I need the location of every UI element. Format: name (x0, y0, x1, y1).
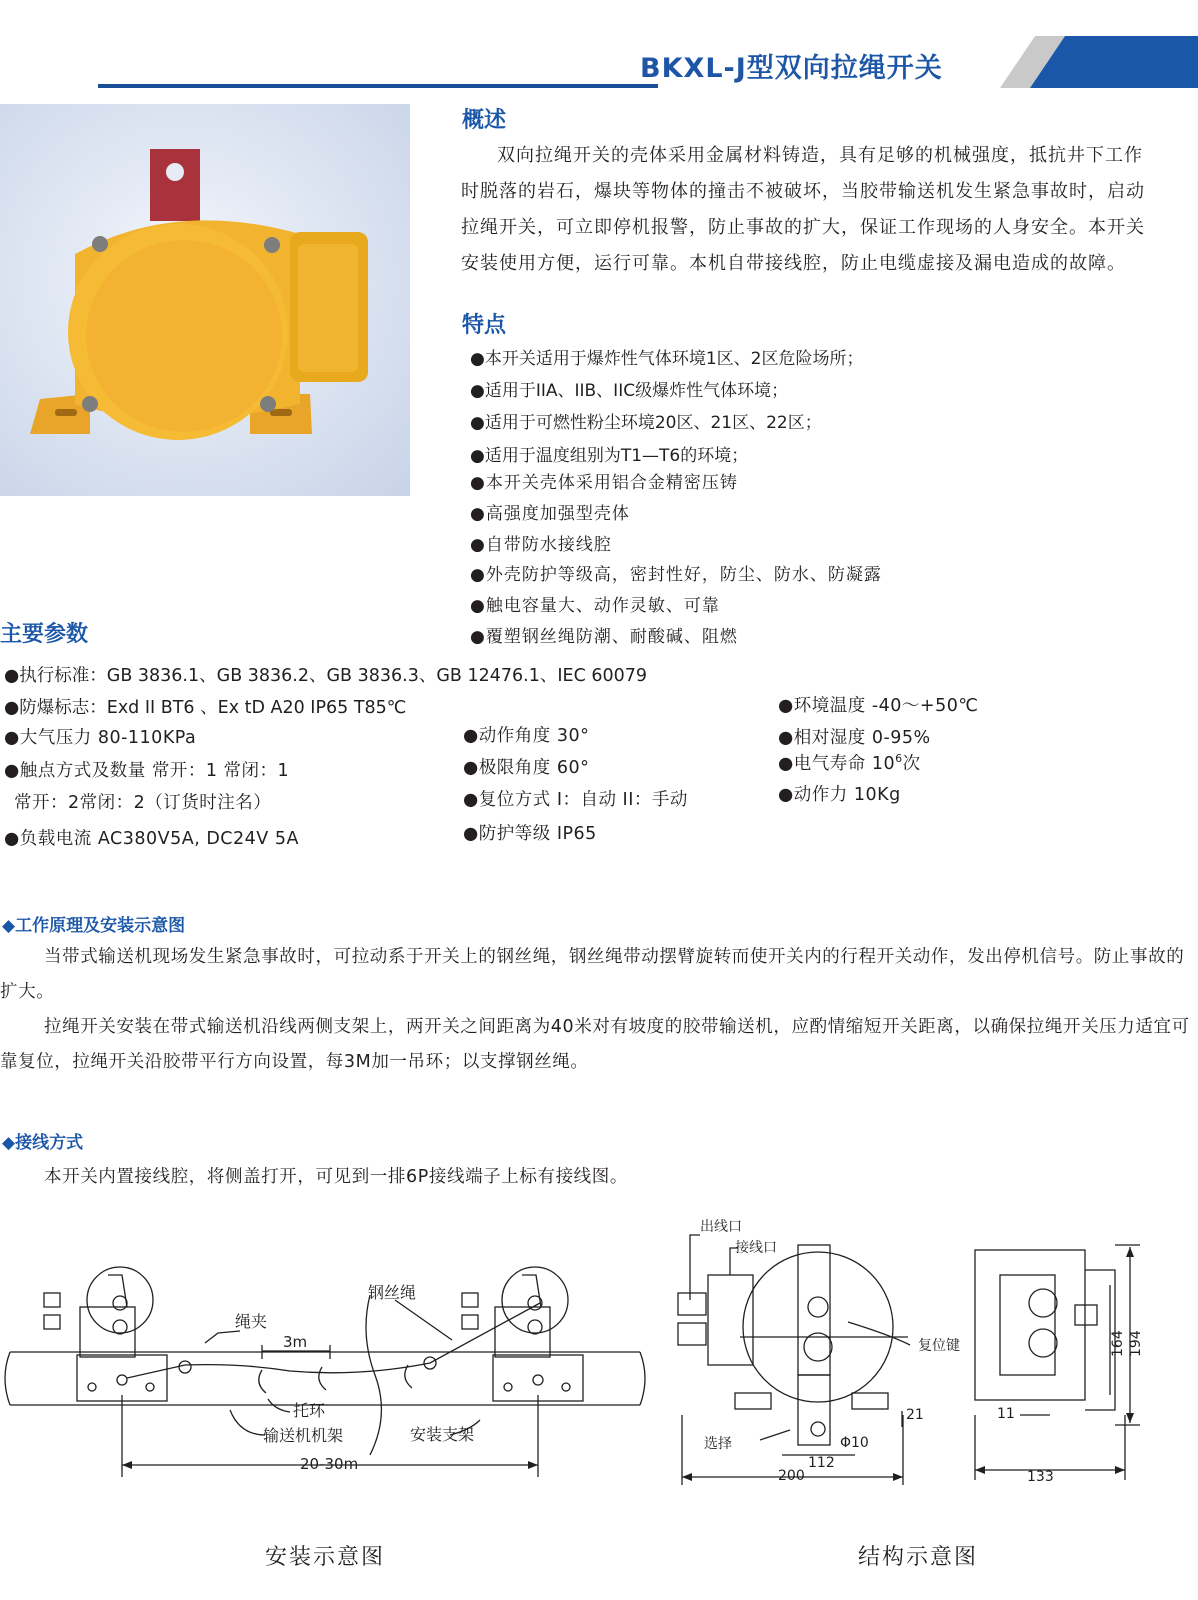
feature-item: ●本开关适用于爆炸性气体环境1区、2区危险场所； (470, 349, 864, 369)
terminal-label: 接线口 (735, 1240, 777, 1256)
dim-phi10: Φ10 (840, 1435, 869, 1451)
feature-item: ●适用于温度组别为T1—T6的环境； (470, 446, 749, 466)
feature-item: ●高强度加强型壳体 (470, 504, 630, 524)
installation-caption: 安装示意图 (265, 1545, 386, 1570)
structure-caption: 结构示意图 (858, 1545, 979, 1570)
param-limit-angle: ●极限角度 60° (463, 758, 590, 778)
dim-200: 200 (778, 1468, 805, 1484)
outlet-label: 出线口 (700, 1219, 742, 1235)
param-contacts: ●触点方式及数量 常开：1 常闭：1 (4, 761, 290, 781)
feature-item: ●适用于可燃性粉尘环境20区、21区、22区； (470, 413, 822, 433)
params-heading: 主要参数 (0, 622, 89, 647)
param-ambient-temp: ●环境温度 -40～+50℃ (778, 696, 979, 716)
product-photo (0, 104, 410, 496)
bracket-label: 安装支架 (410, 1425, 475, 1444)
param-reset: ●复位方式 I：自动 II：手动 (463, 790, 688, 810)
dim-11: 11 (997, 1406, 1015, 1422)
param-contacts-2: 常开：2常闭：2（订货时注名） (14, 793, 272, 813)
page-title: BKXL-J型双向拉绳开关 (640, 53, 943, 84)
feature-item: ●自带防水接线腔 (470, 535, 612, 555)
param-protection: ●防护等级 IP65 (463, 824, 597, 844)
frame-label: 输送机机架 (263, 1426, 344, 1445)
idler-label: 托环 (293, 1401, 326, 1420)
dim-164: 164 (1110, 1330, 1126, 1357)
distance-label: 20-30m (300, 1455, 359, 1473)
overview-text: 双向拉绳开关的壳体采用金属材料铸造，具有足够的机械强度，抵抗井下工作时脱落的岩石，爆块等物体的撞击不被破坏，当胶带输送机发生紧急事故时，启动拉绳开关，可立即停机报警，防止事故的扩大，保证工作现场的人身安全。本开关安装使用方便，运行可靠。本机自带接线腔，防止电缆虚接及漏电造成的故障。 (461, 145, 1145, 274)
param-action-angle: ●动作角度 30° (463, 726, 590, 746)
param-pressure: ●大气压力 80-110KPa (4, 728, 197, 748)
feature-item: ●覆塑钢丝绳防潮、耐酸碱、阻燃 (470, 627, 738, 647)
feature-item: ●外壳防护等级高，密封性好，防尘、防水、防凝露 (470, 565, 882, 585)
dim-133: 133 (1027, 1469, 1054, 1485)
feature-item: ●本开关壳体采用铝合金精密压铸 (470, 473, 738, 493)
principle-heading: ◆工作原理及安装示意图 (2, 916, 186, 936)
param-humidity: ●相对湿度 0-95% (778, 728, 931, 748)
principle-para-2: 拉绳开关安装在带式输送机沿线两侧支架上，两开关之间距离为40米对有坡度的胶带输送机，应酌情缩短开关距离，以确保拉绳开关压力适宜可靠复位，拉绳开关沿胶带平行方向设置，每3M加一吊环；以支撑钢丝绳。 (0, 1017, 1190, 1072)
wiring-heading: ◆接线方式 (2, 1133, 84, 1153)
wiring-text: 本开关内置接线腔，将侧盖打开，可见到一排6P接线端子上标有接线图。 (44, 1167, 628, 1187)
param-standard: ●执行标准：GB 3836.1、GB 3836.2、GB 3836.3、GB 12476.1、IEC 60079 (4, 666, 648, 686)
feature-item: ●触电容量大、动作灵敏、可靠 (470, 596, 720, 616)
structure-diagram (670, 1215, 1170, 1490)
installation-diagram (0, 1255, 650, 1515)
principle-para-1: 当带式输送机现场发生紧急事故时，可拉动系于开关上的钢丝绳，钢丝绳带动摆臂旋转而使开关内的行程开关动作，发出停机信号。防止事故的扩大。 (0, 947, 1185, 1002)
param-current: ●负载电流 AC380V5A, DC24V 5A (4, 829, 299, 849)
header-rule (98, 84, 658, 88)
select-label: 选择 (704, 1436, 732, 1452)
rope-switch-image (0, 104, 410, 496)
dim-21: 21 (906, 1407, 924, 1423)
param-life: ●电气寿命 $10^6$次 (778, 752, 921, 774)
param-explosion-mark: ●防爆标志：Exd II BT6 、Ex tD A20 IP65 T85℃ (4, 698, 407, 718)
spacing-label: 3m (283, 1333, 308, 1351)
reset-key-label: 复位键 (918, 1338, 960, 1354)
features-heading: 特点 (462, 313, 507, 338)
dim-112: 112 (808, 1455, 835, 1471)
rope-clamp-label: 绳夹 (235, 1312, 268, 1331)
wire-rope-label: 钢丝绳 (368, 1283, 417, 1302)
feature-item: ●适用于IIA、IIB、IIC级爆炸性气体环境； (470, 381, 789, 401)
param-force: ●动作力 10Kg (778, 785, 901, 805)
dim-194: 194 (1128, 1330, 1144, 1357)
overview-heading: 概述 (462, 108, 507, 133)
